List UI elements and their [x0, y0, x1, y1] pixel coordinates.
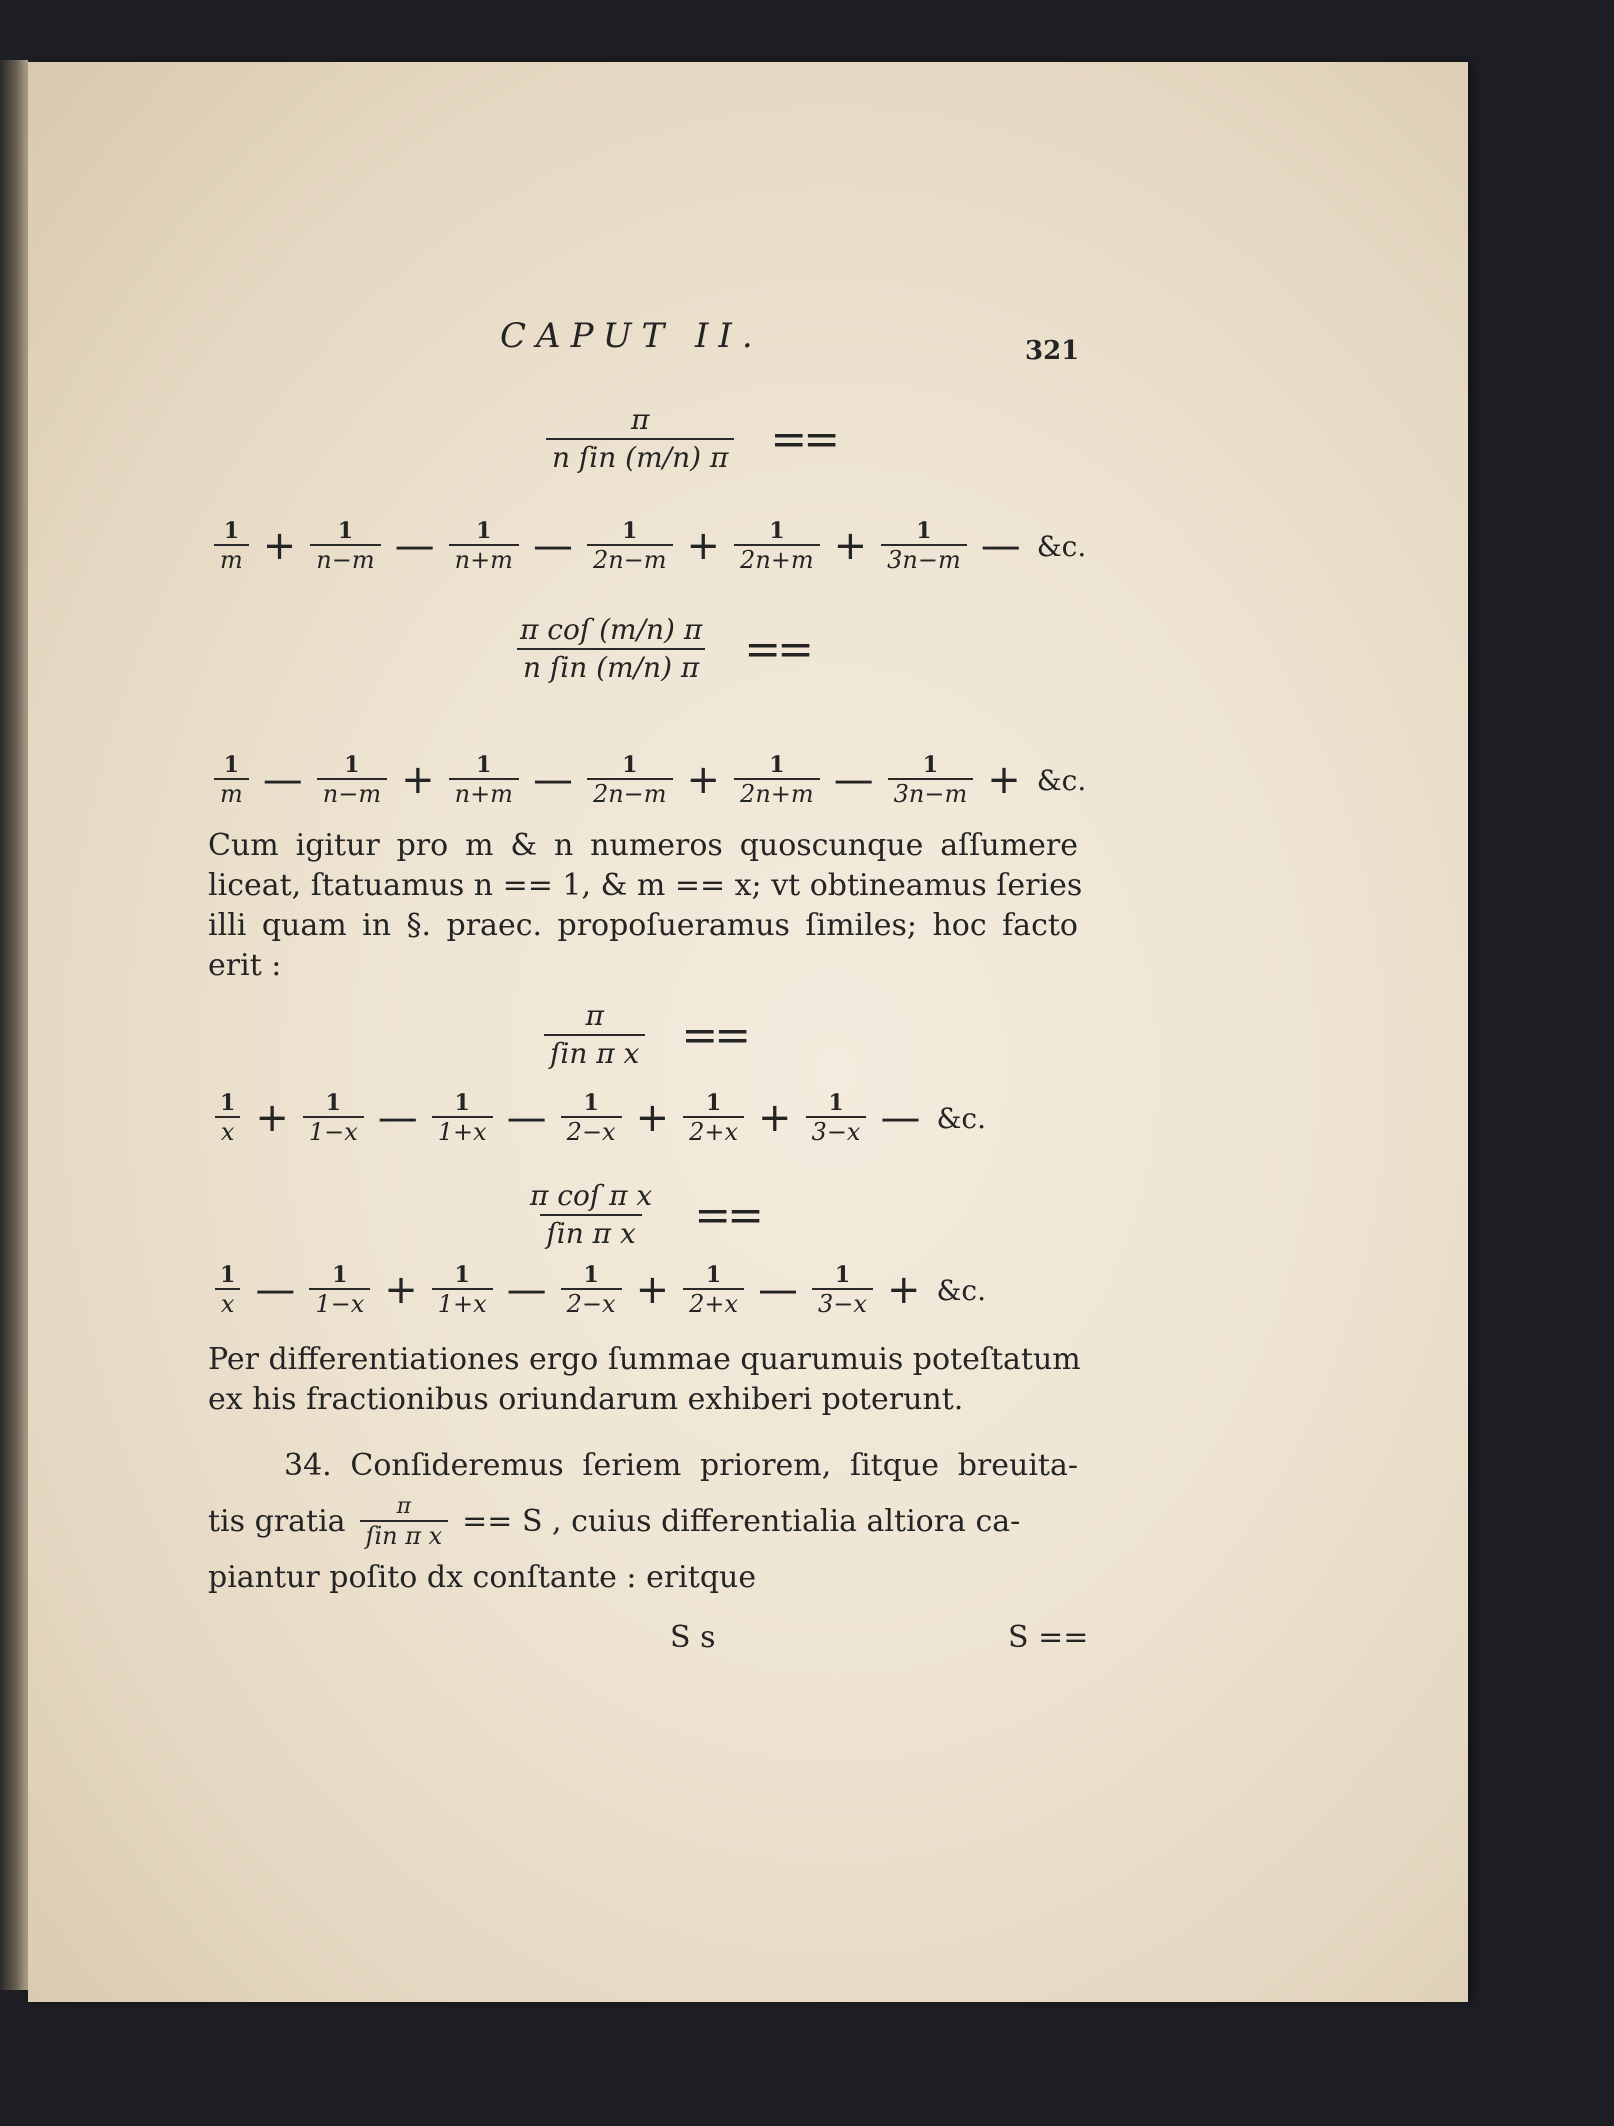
series-term — [561, 1262, 622, 1318]
equation-3-numerator: π — [585, 999, 604, 1032]
operator-sign: + — [384, 1267, 418, 1313]
term-denominator: 1+x — [432, 1116, 493, 1146]
operator-sign: — — [255, 1267, 296, 1313]
operator-sign: — — [532, 757, 573, 803]
series-term — [449, 518, 519, 574]
series-term — [734, 518, 820, 574]
series-term — [561, 1090, 622, 1146]
term-denominator: 2−x — [561, 1116, 622, 1146]
equation-1-denominator: n ſin (m/n) π — [546, 438, 734, 476]
equals-sign: == — [681, 1009, 748, 1061]
series-term — [214, 1090, 241, 1146]
term-numerator: 1 — [454, 1090, 470, 1116]
term-denominator: 3−x — [806, 1116, 867, 1146]
series-term — [317, 752, 387, 808]
paragraph-3-text: == S , cuius differentialia altiora ca- — [462, 1504, 1021, 1539]
term-numerator: 1 — [332, 1262, 348, 1288]
series-term — [309, 1262, 370, 1318]
paragraph-2 — [208, 1340, 1081, 1420]
operator-sign: — — [880, 1095, 921, 1141]
operator-sign: + — [886, 1267, 921, 1313]
catchword: S == — [1008, 1620, 1089, 1655]
series-term — [587, 518, 673, 574]
equation-3-fraction — [544, 998, 645, 1072]
equation-2-numerator: π coſ (m/n) π — [520, 613, 703, 646]
series-term — [734, 752, 820, 808]
term-numerator: 1 — [583, 1262, 599, 1288]
term-denominator: n+m — [449, 544, 519, 574]
term-denominator: 2n+m — [734, 778, 820, 808]
operator-sign: + — [635, 1267, 670, 1313]
series-term — [214, 752, 249, 808]
term-denominator: 2+x — [683, 1116, 744, 1146]
term-numerator: 1 — [220, 1262, 236, 1288]
operator-sign: + — [686, 523, 721, 569]
operator-sign: + — [401, 757, 435, 803]
term-numerator: 1 — [223, 518, 240, 544]
paragraph-1-line: erit : — [208, 948, 282, 983]
series-term — [888, 752, 974, 808]
term-denominator: n−m — [317, 778, 387, 808]
term-denominator: 2+x — [683, 1288, 744, 1318]
term-numerator: 1 — [705, 1262, 722, 1288]
equation-1 — [0, 402, 1614, 476]
equation-3 — [0, 998, 1614, 1072]
term-numerator: 1 — [223, 752, 240, 778]
equation-4 — [0, 1178, 1614, 1252]
term-denominator: n+m — [449, 778, 519, 808]
paragraph-1-line: Cum igitur pro m & n numeros quoscunque aſſumere — [208, 828, 1078, 863]
series-term — [214, 1262, 241, 1318]
series-term — [587, 752, 673, 808]
term-numerator: 1 — [476, 518, 492, 544]
operator-sign: + — [987, 757, 1021, 803]
operator-sign: — — [833, 757, 874, 803]
paragraph-1 — [208, 826, 1083, 986]
equation-2 — [0, 612, 1614, 686]
term-numerator: 1 — [454, 1262, 470, 1288]
series-term — [310, 518, 380, 574]
series-term — [449, 752, 519, 808]
equals-sign: == — [770, 413, 837, 465]
series-term — [683, 1090, 744, 1146]
term-numerator: 1 — [828, 1090, 844, 1116]
term-denominator: 2n−m — [587, 778, 673, 808]
series-term — [806, 1090, 867, 1146]
operator-sign: — — [394, 523, 435, 569]
operator-sign: — — [262, 757, 303, 803]
chapter-title: CAPUT II. — [500, 316, 763, 356]
series-term — [303, 1090, 364, 1146]
series-4 — [0, 1262, 1614, 1318]
equation-2-fraction — [514, 612, 708, 686]
et-cetera: &c. — [936, 1101, 986, 1135]
operator-sign: — — [506, 1095, 547, 1141]
equation-4-numerator: π coſ π x — [530, 1179, 653, 1212]
term-numerator: 1 — [922, 752, 939, 778]
term-denominator: 2−x — [561, 1288, 622, 1318]
operator-sign: — — [377, 1095, 418, 1141]
term-numerator: 1 — [705, 1090, 722, 1116]
series-2 — [0, 752, 1614, 808]
running-header — [0, 316, 1614, 376]
term-denominator: m — [214, 544, 249, 574]
s-definition-fraction — [360, 1494, 449, 1550]
term-numerator: 1 — [769, 518, 785, 544]
term-numerator: 1 — [325, 1090, 341, 1116]
operator-sign: + — [686, 757, 721, 803]
s-fraction-denominator: ſin π x — [360, 1520, 449, 1550]
term-denominator: 1+x — [432, 1288, 493, 1318]
paragraph-2-line: ex his fractionibus oriundarum exhiberi poterunt. — [208, 1382, 964, 1417]
term-denominator: n−m — [310, 544, 380, 574]
paragraph-3-text: tis gratia — [208, 1504, 346, 1539]
et-cetera: &c. — [1036, 529, 1087, 563]
section-34-line: piantur poſito dx conſtante : eritque — [208, 1560, 757, 1595]
series-term — [881, 518, 967, 574]
term-denominator: 2n−m — [587, 544, 673, 574]
paragraph-2-line: Per differentiationes ergo ſummae quarumuis poteſtatum — [208, 1342, 1081, 1377]
term-denominator: 3n−m — [888, 778, 974, 808]
operator-sign: + — [262, 523, 297, 569]
series-term — [214, 518, 249, 574]
operator-sign: — — [506, 1267, 547, 1313]
equation-1-fraction — [546, 402, 734, 476]
term-denominator: m — [214, 778, 249, 808]
operator-sign: + — [635, 1095, 670, 1141]
term-numerator: 1 — [337, 518, 354, 544]
term-numerator: 1 — [622, 518, 638, 544]
term-denominator: x — [215, 1116, 241, 1146]
term-denominator: x — [215, 1288, 241, 1318]
paragraph-1-line: illi quam in §. praec. propoſueramus ſimiles; hoc facto — [208, 908, 1078, 943]
term-numerator: 1 — [583, 1090, 599, 1116]
equation-2-denominator: n ſin (m/n) π — [517, 648, 705, 686]
operator-sign: + — [758, 1095, 792, 1141]
series-term — [683, 1262, 744, 1318]
s-fraction-numerator: π — [396, 1494, 412, 1519]
paragraph-3 — [208, 1446, 1078, 1598]
et-cetera: &c. — [936, 1273, 986, 1307]
operator-sign: + — [833, 523, 868, 569]
section-34-line — [208, 1486, 1078, 1558]
term-numerator: 1 — [622, 752, 638, 778]
term-denominator: 1−x — [303, 1116, 364, 1146]
term-denominator: 1−x — [309, 1288, 370, 1318]
operator-sign: + — [255, 1095, 289, 1141]
signature-mark: S s — [670, 1620, 716, 1655]
operator-sign: — — [532, 523, 573, 569]
term-denominator: 2n+m — [734, 544, 820, 574]
series-3 — [0, 1090, 1614, 1146]
equals-sign: == — [744, 623, 811, 675]
term-numerator: 1 — [769, 752, 785, 778]
paragraph-1-line: liceat, ſtatuamus n == 1, & m == x; vt obtineamus ſeries — [208, 868, 1083, 903]
series-term — [812, 1262, 873, 1318]
series-1 — [0, 518, 1614, 574]
et-cetera: &c. — [1036, 763, 1087, 797]
section-34-line: 34. Conſideremus ſeriem priorem, ſitque breuita- — [284, 1448, 1078, 1483]
term-numerator: 1 — [344, 752, 360, 778]
term-numerator: 1 — [834, 1262, 851, 1288]
operator-sign: — — [758, 1267, 799, 1313]
equation-4-fraction — [524, 1178, 658, 1252]
equation-4-denominator: ſin π x — [540, 1214, 641, 1252]
series-term — [432, 1262, 493, 1318]
term-denominator: 3n−m — [881, 544, 967, 574]
equation-3-denominator: ſin π x — [544, 1034, 645, 1072]
page-number: 321 — [1025, 336, 1080, 366]
equation-1-numerator: π — [630, 403, 650, 436]
term-denominator: 3−x — [812, 1288, 873, 1318]
series-term — [432, 1090, 493, 1146]
term-numerator: 1 — [476, 752, 492, 778]
equals-sign: == — [694, 1189, 760, 1241]
operator-sign: — — [980, 523, 1021, 569]
term-numerator: 1 — [916, 518, 932, 544]
term-numerator: 1 — [220, 1090, 236, 1116]
